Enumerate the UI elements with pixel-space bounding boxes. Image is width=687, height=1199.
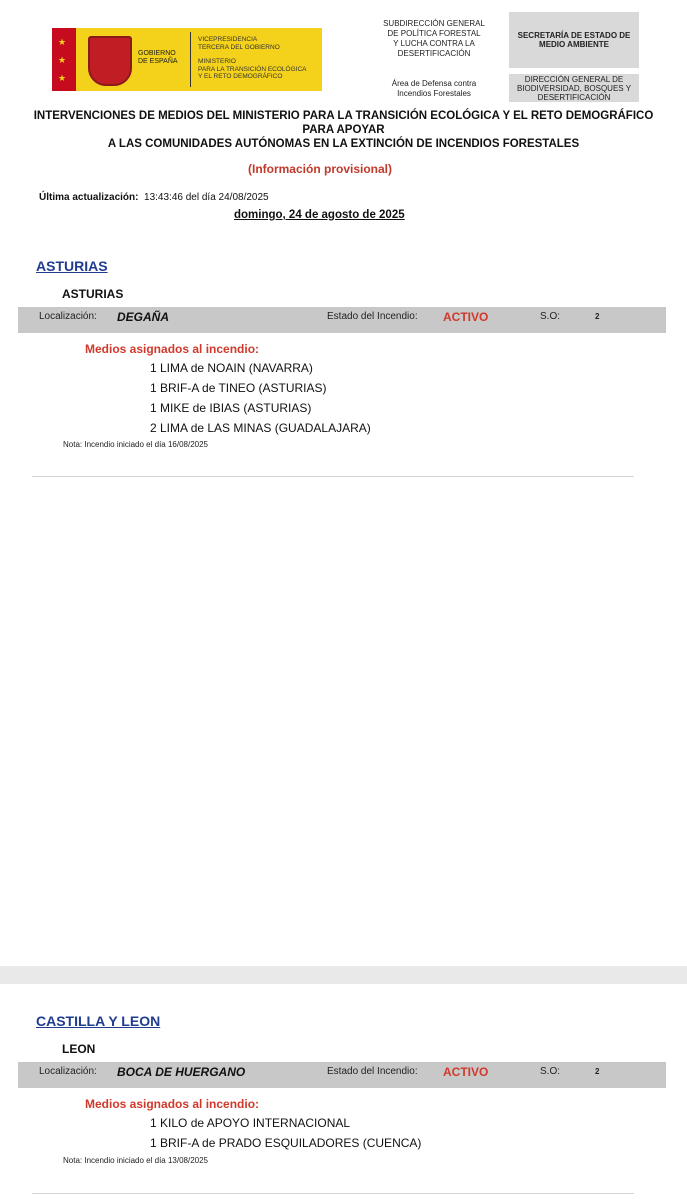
so-label: S.O: [540, 1066, 561, 1077]
logo-divider [190, 32, 191, 87]
ministerio-label: MINISTERIO PARA LA TRANSICIÓN ECOLÓGICA Y EL RETO DEMOGRÁFICO [198, 58, 307, 80]
medios-heading: Medios asignados al incendio: [85, 1097, 260, 1111]
status-label: Estado del Incendio: [327, 311, 418, 322]
eu-flag-strip [52, 28, 76, 91]
list-item: 2 LIMA de LAS MINAS (GUADALAJARA) [150, 421, 371, 435]
region-heading[interactable]: CASTILLA Y LEON [36, 1013, 161, 1029]
location-label: Localización: [39, 311, 97, 322]
gov-label: GOBIERNO DE ESPAÑA [138, 50, 178, 65]
star-icon: ★ [58, 37, 67, 47]
list-item: 1 BRIF-A de PRADO ESQUILADORES (CUENCA) [150, 1136, 422, 1150]
region-heading[interactable]: ASTURIAS [36, 258, 108, 274]
area-defensa-label: Área de Defensa contra Incendios Forestales [391, 79, 477, 98]
vicepresidencia-label: VICEPRESIDENCIA TERCERA DEL GOBIERNO [198, 36, 280, 51]
location-label: Localización: [39, 1066, 97, 1077]
last-update [39, 192, 269, 203]
status-badge: ACTIVO [443, 310, 489, 324]
so-value: 2 [595, 312, 600, 321]
status-label: Estado del Incendio: [327, 1066, 418, 1077]
list-item: 1 BRIF-A de TINEO (ASTURIAS) [150, 381, 327, 395]
report-date: domingo, 24 de agosto de 2025 [234, 209, 405, 221]
coat-of-arms-icon [88, 36, 132, 86]
incident-bar [18, 307, 666, 333]
section-divider [32, 1193, 634, 1194]
location-value: DEGAÑA [117, 310, 170, 324]
so-value: 2 [595, 1067, 600, 1076]
section-divider [32, 476, 634, 477]
province-heading: LEON [62, 1042, 96, 1056]
incident-note: Nota: Incendio iniciado el día 13/08/2025 [63, 1156, 208, 1165]
list-item: 1 MIKE de IBIAS (ASTURIAS) [150, 401, 312, 415]
star-icon: ★ [58, 73, 67, 83]
status-badge: ACTIVO [443, 1065, 489, 1079]
incident-bar [18, 1062, 666, 1088]
last-update-value: 13:43:46 del día 24/08/2025 [144, 192, 269, 203]
province-heading: ASTURIAS [62, 287, 124, 301]
list-item: 1 KILO de APOYO INTERNACIONAL [150, 1116, 351, 1130]
star-icon: ★ [58, 55, 67, 65]
report-page-2 [0, 984, 687, 1199]
direccion-general-box: DIRECCIÓN GENERAL DE BIODIVERSIDAD, BOSQUES Y DESERTIFICACIÓN [509, 74, 639, 102]
medios-heading: Medios asignados al incendio: [85, 342, 260, 356]
last-update-label: Última actualización: [39, 192, 139, 203]
incident-note: Nota: Incendio iniciado el día 16/08/2025 [63, 440, 208, 449]
so-label: S.O: [540, 311, 561, 322]
list-item: 1 LIMA de NOAIN (NAVARRA) [150, 361, 313, 375]
secretaria-box: SECRETARÍA DE ESTADO DE MEDIO AMBIENTE [509, 12, 639, 68]
provisional-notice: (Información provisional) [247, 162, 392, 176]
report-title: INTERVENCIONES DE MEDIOS DEL MINISTERIO PARA LA TRANSICIÓN ECOLÓGICA Y EL RETO DEMOGRÁFICO PARA APOYAR A LAS COMUNIDADES AUTÓNOMAS EN LA EXTINCIÓN DE INCENDIOS FORESTALES [33, 110, 654, 150]
location-value: BOCA DE HUERGANO [117, 1065, 246, 1079]
subdireccion-label: SUBDIRECCIÓN GENERAL DE POLÍTICA FORESTAL Y LUCHA CONTRA LA DESERTIFICACIÓN [383, 19, 485, 58]
